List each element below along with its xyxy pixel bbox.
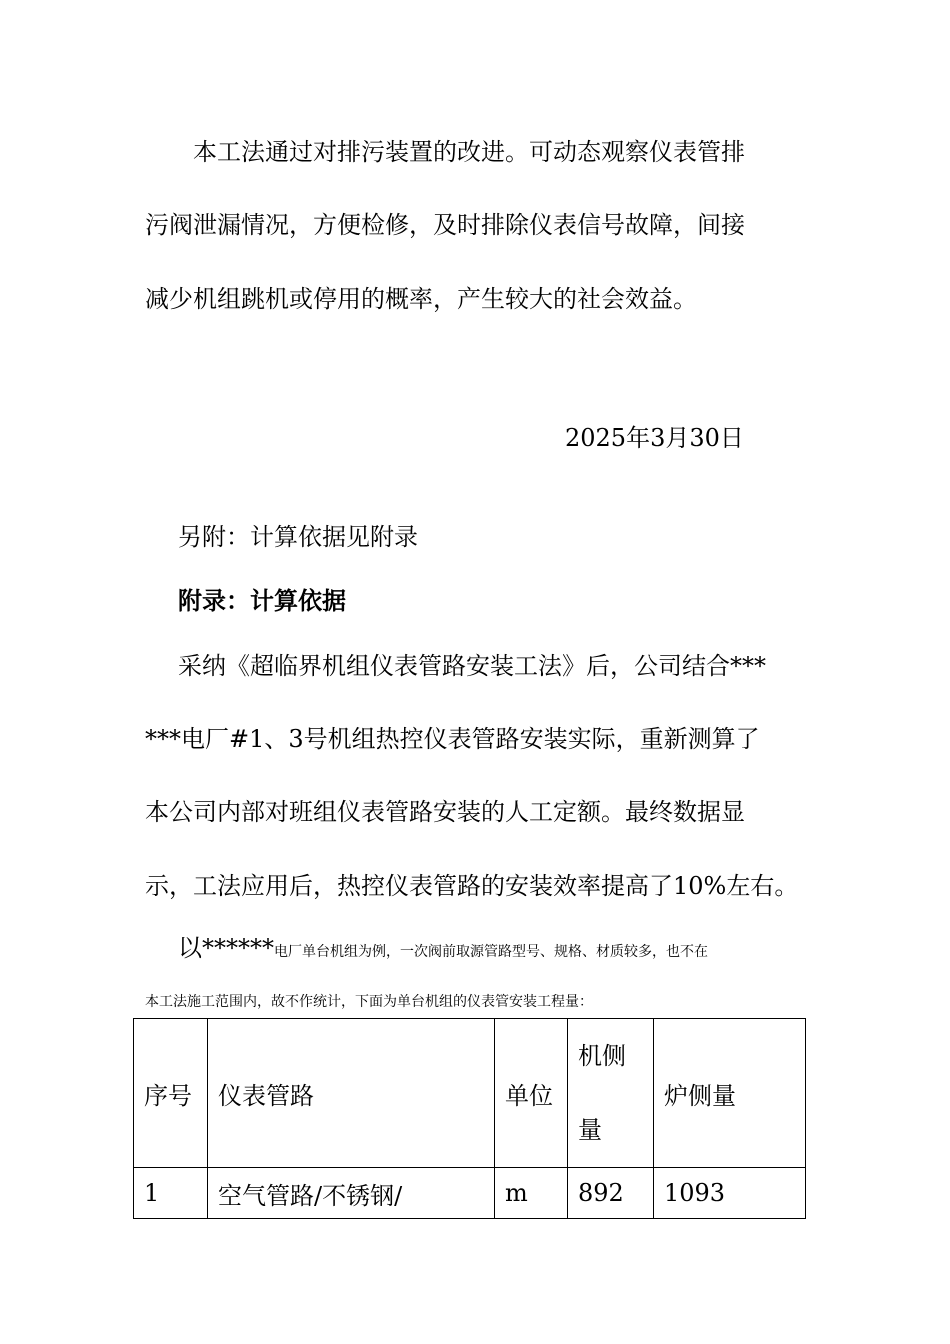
appendix-title: 附录：计算依据 bbox=[178, 586, 346, 615]
table-row bbox=[134, 1168, 806, 1219]
paragraph2-line1: 采纳《超临界机组仪表管路安装工法》后，公司结合*** bbox=[178, 652, 766, 680]
signature-date: 2025年3月30日 bbox=[565, 424, 744, 452]
table-header-cell: 仪表管路 bbox=[208, 1019, 495, 1168]
paragraph1-line2: 污阀泄漏情况，方便检修，及时排除仪表信号故障，间接 bbox=[145, 211, 745, 239]
table-cell: 892 bbox=[568, 1168, 654, 1219]
paragraph2-line3: 本公司内部对班组仪表管路安装的人工定额。最终数据显 bbox=[145, 798, 745, 826]
table-header-row bbox=[134, 1019, 806, 1168]
paragraph1-line3: 减少机组跳机或停用的概率，产生较大的社会效益。 bbox=[145, 285, 697, 313]
paragraph1-line1: 本工法通过对排污装置的改进。可动态观察仪表管排 bbox=[193, 138, 745, 166]
attachment-note: 另附：计算依据见附录 bbox=[178, 523, 418, 551]
paragraph3-lead: 以****** bbox=[178, 934, 274, 962]
pipe-quantity-table bbox=[133, 1018, 806, 1219]
table-cell: 1093 bbox=[654, 1168, 806, 1219]
table-cell: 1 bbox=[134, 1168, 208, 1219]
table-cell: 空气管路/不锈钢/ bbox=[208, 1168, 495, 1219]
paragraph2-line4: 示，工法应用后，热控仪表管路的安装效率提高了10%左右。 bbox=[145, 872, 799, 900]
table-header-cell: 炉侧量 bbox=[654, 1019, 806, 1168]
table-header-cell: 序号 bbox=[134, 1019, 208, 1168]
paragraph3-line1-rest: 电厂单台机组为例，一次阀前取源管路型号、规格、材质较多，也不在 bbox=[274, 944, 708, 960]
table-header-cell: 机侧量 bbox=[568, 1019, 654, 1168]
paragraph3-line2: 本工法施工范围内，故不作统计，下面为单台机组的仪表管安装工程量： bbox=[145, 994, 593, 1010]
paragraph3-line1 bbox=[178, 933, 708, 967]
paragraph2-line2: ***电厂#1、3号机组热控仪表管路安装实际，重新测算了 bbox=[145, 725, 760, 753]
table-cell: m bbox=[495, 1168, 568, 1219]
table-header-cell: 单位 bbox=[495, 1019, 568, 1168]
